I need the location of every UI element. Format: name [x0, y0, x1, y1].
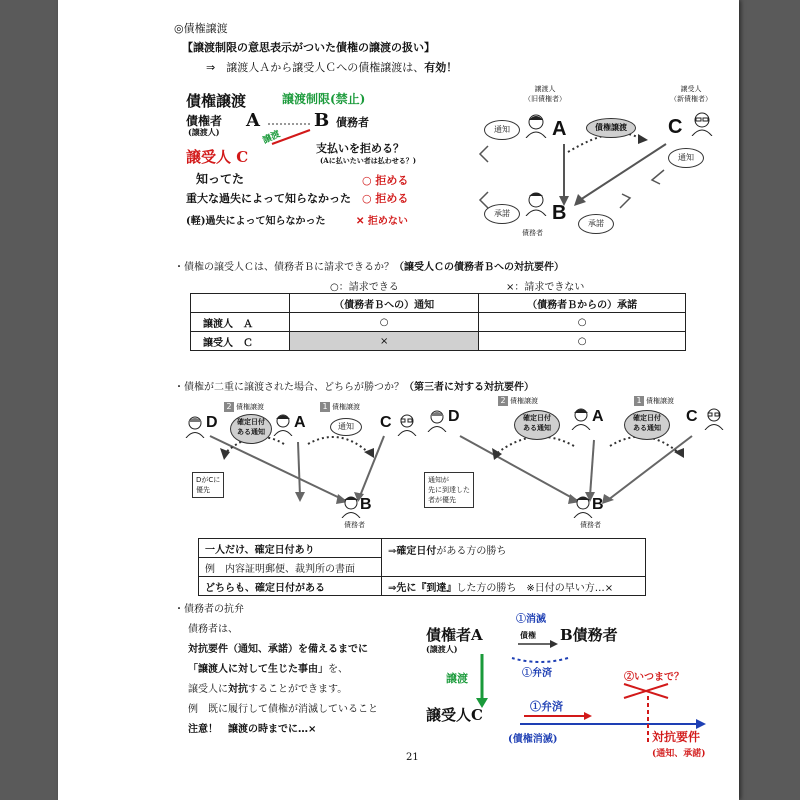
- table-cell: ×: [290, 332, 479, 351]
- hw-until-when: ②いつまで？: [624, 672, 684, 683]
- diagram-double-right: [424, 396, 724, 532]
- compare-table: [198, 538, 646, 596]
- hw-requirement-sub: (通知、承諾): [652, 749, 706, 759]
- defense-line2: 対抗要件（通知、承諾）を備えるまでに: [188, 644, 368, 655]
- letter-b: B: [592, 496, 604, 513]
- hw-row-light-ans: ✕ 拒めない: [356, 216, 408, 227]
- defense-line5: 例 既に履行して債権が消滅していること: [188, 704, 378, 715]
- num-1-right: 1: [634, 396, 644, 406]
- hw-debtor-b: B債務者: [560, 626, 618, 644]
- letter-b: B: [360, 496, 372, 513]
- hw-extinct: ①消滅: [516, 614, 546, 625]
- double-question-bold: （第三者に対する対抗要件）: [404, 382, 534, 393]
- hw-debtor: 債務者: [336, 116, 369, 129]
- transfer-text: 債権譲渡: [510, 397, 538, 405]
- table-row: [191, 332, 686, 351]
- transfer-label-2-right: [498, 396, 538, 406]
- hw-letter-a: A: [246, 110, 260, 131]
- cell-prefix: ⇒: [388, 546, 397, 557]
- table-header-cell: （債務者Ｂからの）承諾: [479, 294, 686, 313]
- hw-restriction: 譲渡制限(禁止): [282, 92, 366, 106]
- table-cell: 一人だけ、確定日付あり: [199, 539, 382, 558]
- page-number: 21: [406, 752, 419, 763]
- assignee-label-text: 譲受人: [680, 85, 702, 93]
- bubble-certified-notice-c: 確定日付 ある通知: [624, 410, 670, 440]
- transfer-label-1-left: [320, 402, 360, 412]
- table-cell: [382, 577, 646, 596]
- lead-prefix: ⇒ 譲渡人Ａから譲受人Ｃへの債権譲渡は、: [206, 61, 425, 74]
- table-row: [191, 313, 686, 332]
- letter-c: C: [686, 408, 698, 425]
- hw-payment: ①弁済: [522, 668, 552, 679]
- legend-ng: ×：請求できない: [506, 282, 585, 293]
- bubble-consent-right: 承諾: [578, 214, 614, 234]
- letter-d: D: [448, 408, 460, 425]
- table-header-cell: [191, 294, 290, 313]
- defense-title: ・債務者の抗弁: [174, 604, 244, 615]
- hw-requirement: 対抗要件: [652, 730, 701, 744]
- lead-bold: 有効！: [424, 61, 458, 74]
- assignor-label: [524, 84, 566, 104]
- hw-row-light: (軽)過失によって知らなかった: [186, 216, 326, 227]
- legend-ok: ○：請求できる: [330, 282, 399, 293]
- table-cell: どちらも、確定日付がある: [199, 577, 382, 596]
- note-priority-left: DがCに 優先: [192, 472, 224, 498]
- document-page: [58, 0, 739, 800]
- letter-a: A: [294, 414, 306, 431]
- person-icon-c: [690, 110, 714, 136]
- hw-creditor: 債権者: [186, 114, 223, 128]
- table-header-cell: （債務者Ｂへの）通知: [290, 294, 479, 313]
- hw-transfer: 譲渡: [446, 672, 468, 685]
- person-icon-a: [524, 112, 548, 138]
- table-row: [199, 577, 646, 596]
- letter-d: D: [206, 414, 218, 431]
- hw-creditor-a: 債権者A: [426, 626, 483, 644]
- hw-row-gross-ans: ○ 拒める: [362, 192, 409, 205]
- person-icon-d: [184, 414, 206, 438]
- debtor-label: 債務者: [344, 521, 365, 529]
- hw-debt: 債権: [520, 630, 536, 640]
- handwritten-notes-bottom: [420, 606, 720, 776]
- note-priority-right: 通知が 先に到達した 者が優先: [424, 472, 474, 508]
- assignor-label-text: 譲渡人: [534, 85, 556, 93]
- bubble-notice: 通知: [330, 418, 362, 436]
- hw-assignee: 譲受人 C: [186, 148, 249, 166]
- hw-assignee-c: 譲受人C: [426, 706, 483, 724]
- person-icon-a: [272, 412, 294, 436]
- num-2-left: 2: [224, 402, 234, 412]
- cell-prefix: ⇒先に: [388, 582, 417, 594]
- letter-a: A: [592, 408, 604, 425]
- handwritten-notes-top: [186, 82, 432, 242]
- table-cell: 例 内容証明郵便、裁判所の書面: [199, 558, 382, 577]
- defense-line4-prefix: 譲受人に: [188, 684, 228, 695]
- cell-rest: がある方の勝ち: [436, 546, 507, 557]
- assignor-label-sub: （旧債権者）: [524, 95, 566, 103]
- table-cell: ○: [479, 332, 686, 351]
- hw-transfer: 譲渡: [261, 129, 282, 147]
- lead-text: [206, 59, 457, 75]
- person-icon-c: [396, 412, 418, 436]
- letter-b: B: [552, 202, 567, 224]
- transfer-text: 債権譲渡: [646, 397, 674, 405]
- debtor-label: 債務者: [580, 521, 601, 529]
- debtor-label: 債務者: [522, 229, 543, 237]
- defense-line6: 注意！ 譲渡の時までに…×: [188, 724, 317, 735]
- defense-line3: [174, 660, 378, 680]
- transfer-label-1-right: [634, 396, 674, 406]
- hw-row-gross: 重大な過失によって知らなかった: [186, 192, 351, 205]
- hw-creditor-sub: (譲渡人): [188, 127, 220, 137]
- hw-question-sub: (Aに払いたい者は払わせる？): [320, 156, 417, 165]
- hw-extinct2: (債権消滅): [508, 734, 558, 745]
- cell-bold: 確定日付: [396, 546, 437, 557]
- cell-rest: した方の勝ち ※日付の早い方…×: [456, 582, 614, 594]
- transfer-label-2-left: [224, 402, 264, 412]
- letter-a: A: [552, 118, 567, 140]
- table-cell-label: 譲受人 Ｃ: [191, 332, 290, 351]
- bubble-consent-left: 承諾: [484, 204, 520, 224]
- heading: 【譲渡制限の意思表示がついた債権の譲渡の扱い】: [182, 41, 435, 54]
- defense-line4-rest: することができます。: [248, 684, 348, 695]
- hw-arrows: [266, 118, 316, 148]
- opposability-question-text: ・債権の譲受人Ｃは、債務者Ｂに請求できるか？: [174, 262, 394, 273]
- person-icon-c: [704, 406, 724, 430]
- opposability-table: [190, 293, 686, 351]
- defense-line3-rest: を、: [328, 664, 348, 675]
- defense-line1: 債務者は、: [188, 624, 238, 635]
- hw-letter-b: B: [314, 110, 330, 131]
- hw-line1: 債権譲渡: [186, 92, 247, 110]
- diagram-assignment: [428, 82, 718, 242]
- hw-payment2: ①弁済: [530, 700, 563, 713]
- table-cell-label: 譲渡人 Ａ: [191, 313, 290, 332]
- transfer-text: 債権譲渡: [236, 403, 264, 411]
- double-question-text: ・債権が二重に譲渡された場合、どちらが勝つか？: [174, 382, 404, 393]
- opposability-question: [174, 258, 564, 273]
- section-title: ◎債権譲渡: [174, 22, 228, 35]
- hw-question: 支払いを拒める？: [316, 142, 404, 155]
- table-cell: ○: [479, 313, 686, 332]
- table-header-row: [191, 294, 686, 313]
- hw-creditor-sub: (譲渡人): [426, 644, 458, 654]
- defense-line3-bold: 「譲渡人に対して生じた事由」: [188, 664, 328, 675]
- num-1-left: 1: [320, 402, 330, 412]
- table-cell: [382, 539, 646, 577]
- num-2-right: 2: [498, 396, 508, 406]
- bubble-notice-right: 通知: [668, 148, 704, 168]
- hw-row-knew-ans: ○ 拒める: [362, 174, 409, 187]
- letter-c: C: [668, 116, 683, 138]
- table-row: [199, 539, 646, 558]
- bubble-notice-left: 通知: [484, 120, 520, 140]
- cell-bold: 『到達』: [416, 582, 457, 594]
- assignee-label-sub: （新債権者）: [670, 95, 712, 103]
- bubble-certified-notice: 確定日付 ある通知: [230, 414, 272, 444]
- defense-line4-bold: 対抗: [228, 684, 248, 695]
- bubble-transfer: 債権譲渡: [586, 118, 636, 138]
- table-cell: ○: [290, 313, 479, 332]
- diagram-double-left: [184, 396, 434, 532]
- person-icon-b: [572, 494, 594, 518]
- bubble-certified-notice-d: 確定日付 ある通知: [514, 410, 560, 440]
- transfer-text: 債権譲渡: [332, 403, 360, 411]
- assignee-label: [670, 84, 712, 104]
- opposability-question-bold: （譲受人Ｃの債務者Ｂへの対抗要件）: [394, 262, 564, 273]
- hw-row-knew: 知ってた: [196, 172, 245, 186]
- person-icon-a: [570, 406, 592, 430]
- person-icon-b: [340, 494, 362, 518]
- defense-block: [174, 600, 378, 740]
- double-transfer-question: [174, 378, 534, 393]
- person-icon-d: [426, 408, 448, 432]
- person-icon-b: [524, 190, 548, 216]
- defense-line4: [174, 680, 378, 700]
- letter-c: C: [380, 414, 392, 431]
